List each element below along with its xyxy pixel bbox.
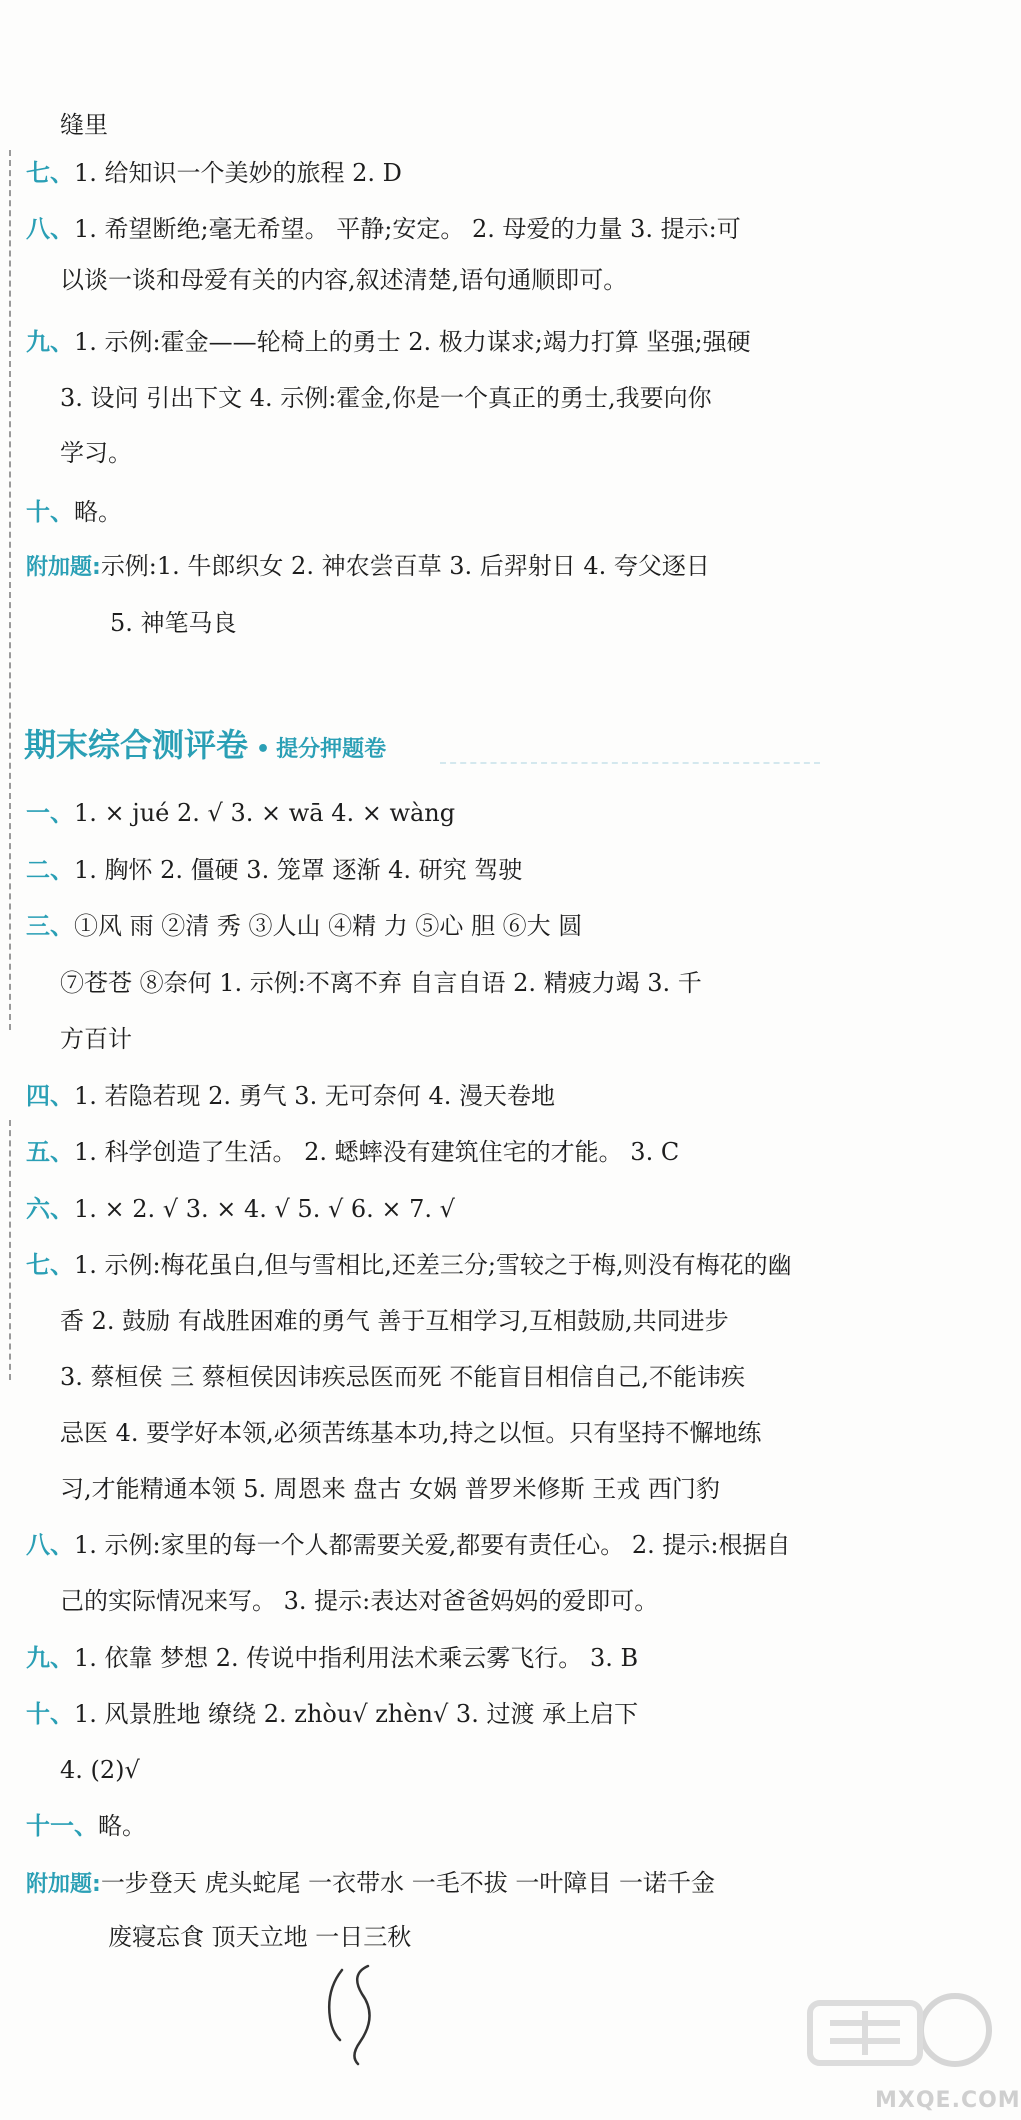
answer-line: 八、1. 希望断绝;毫无希望。 平静;安定。 2. 母爱的力量 3. 提示:可 xyxy=(26,214,741,243)
answer-line: 三、①风 雨 ②清 秀 ③人山 ④精 力 ⑤心 胆 ⑥大 圆 xyxy=(26,911,583,940)
answer-line: 八、1. 示例:家里的每一个人都需要关爱,都要有责任心。 2. 提示:根据自 xyxy=(26,1530,791,1559)
answer-line: 3. 设问 引出下文 4. 示例:霍金,你是一个真正的勇士,我要向你 xyxy=(60,384,712,412)
appendix-line: 附加题:一步登天 虎头蛇尾 一衣带水 一毛不拔 一叶障目 一诺千金 xyxy=(26,1869,715,1897)
question-number: 七、 xyxy=(26,158,74,187)
answer-line: 四、1. 若隐若现 2. 勇气 3. 无可奈何 4. 漫天卷地 xyxy=(26,1081,555,1110)
margin-dashed-rule xyxy=(9,150,11,1030)
title-divider xyxy=(440,762,820,764)
answer-line: 香 2. 鼓励 有战胜困难的勇气 善于互相学习,互相鼓励,共同进步 xyxy=(60,1307,729,1335)
answer-line: 二、1. 胸怀 2. 僵硬 3. 笼罩 逐渐 4. 研究 驾驶 xyxy=(26,855,523,884)
answer-line: 3. 蔡桓侯 三 蔡桓侯因讳疾忌医而死 不能盲目相信自己,不能讳疾 xyxy=(60,1363,746,1391)
question-number: 一、 xyxy=(26,798,74,827)
question-number: 五、 xyxy=(26,1137,74,1166)
answer-line: 十、略。 xyxy=(26,497,122,526)
answer-line: 十一、略。 xyxy=(26,1811,146,1840)
answer-line: 己的实际情况来写。 3. 提示:表达对爸爸妈妈的爱即可。 xyxy=(60,1587,659,1615)
margin-dashed-rule-lower xyxy=(9,1120,11,1380)
answer-line: 七、1. 给知识一个美妙的旅程 2. D xyxy=(26,158,402,187)
question-number: 四、 xyxy=(26,1081,74,1110)
watermark-logo xyxy=(800,1975,1000,2105)
question-number: 九、 xyxy=(26,1643,74,1672)
question-number: 三、 xyxy=(26,911,74,940)
answer-line: 九、1. 依靠 梦想 2. 传说中指利用法术乘云雾飞行。 3. B xyxy=(26,1643,639,1672)
answer-line: 4. (2)√ xyxy=(60,1756,140,1784)
question-number: 九、 xyxy=(26,327,74,356)
question-number: 八、 xyxy=(26,1530,74,1559)
answer-line: 五、1. 科学创造了生活。 2. 蟋蟀没有建筑住宅的才能。 3. C xyxy=(26,1137,680,1166)
question-number: 十一、 xyxy=(26,1811,98,1840)
answer-line: 以谈一谈和母爱有关的内容,叙述清楚,语句通顺即可。 xyxy=(60,266,628,294)
answer-line: 学习。 xyxy=(60,439,132,467)
answer-line: 一、1. × jué 2. √ 3. × wā 4. × wàng xyxy=(26,798,456,827)
question-number: 十、 xyxy=(26,1699,74,1728)
question-number: 十、 xyxy=(26,497,74,526)
answer-line: 方百计 xyxy=(60,1025,132,1053)
question-number: 二、 xyxy=(26,855,74,884)
section-title: 期末综合测评卷 • 提分押题卷 xyxy=(24,726,387,764)
answer-line: 七、1. 示例:梅花虽白,但与雪相比,还差三分;雪较之于梅,则没有梅花的幽 xyxy=(26,1250,792,1279)
appendix-line: 附加题:示例:1. 牛郎织女 2. 神农尝百草 3. 后羿射日 4. 夸父逐日 xyxy=(26,552,710,580)
answer-line: 六、1. × 2. √ 3. × 4. √ 5. √ 6. × 7. √ xyxy=(26,1194,455,1223)
appendix-label: 附加题: xyxy=(26,555,101,580)
answer-line: ⑦苍苍 ⑧奈何 1. 示例:不离不弃 自言自语 2. 精疲力竭 3. 千 xyxy=(60,969,702,997)
question-number: 七、 xyxy=(26,1250,74,1279)
appendix-line: 5. 神笔马良 xyxy=(110,609,237,637)
question-number: 六、 xyxy=(26,1194,74,1223)
appendix-line: 废寝忘食 顶天立地 一日三秋 xyxy=(108,1923,412,1951)
answer-line: 习,才能精通本领 5. 周恩来 盘古 女娲 普罗米修斯 王戎 西门豹 xyxy=(60,1475,720,1503)
answer-line: 十、1. 风景胜地 缭绕 2. zhòu√ zhèn√ 3. 过渡 承上启下 xyxy=(26,1699,639,1728)
handwritten-mark xyxy=(320,1960,390,2070)
question-number: 八、 xyxy=(26,214,74,243)
watermark-text: MXQE.COM xyxy=(875,2088,1021,2113)
appendix-label: 附加题: xyxy=(26,1872,101,1897)
answer-line: 九、1. 示例:霍金——轮椅上的勇士 2. 极力谋求;竭力打算 坚强;强硬 xyxy=(26,327,751,356)
section-subtitle: 提分押题卷 xyxy=(276,737,387,762)
answer-line: 缝里 xyxy=(60,111,108,139)
answer-line: 忌医 4. 要学好本领,必须苦练基本功,持之以恒。只有坚持不懈地练 xyxy=(60,1419,762,1447)
